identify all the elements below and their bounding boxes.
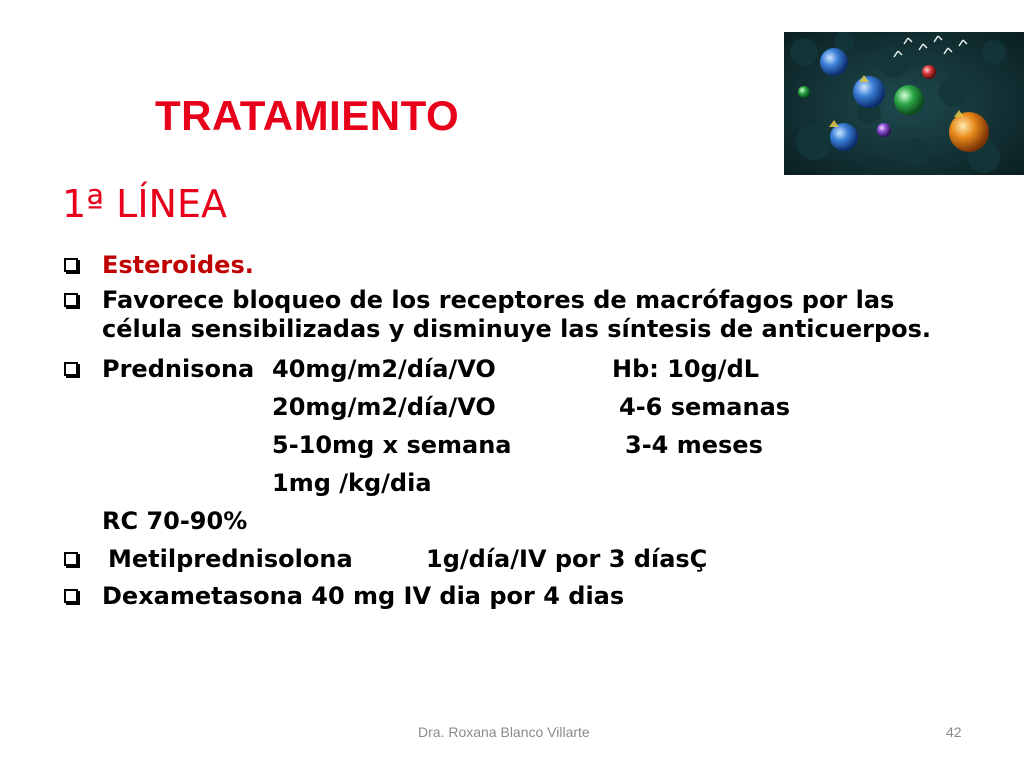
bullet-checkbox-icon (64, 589, 78, 603)
dose-row-3-note: 3-4 meses (625, 431, 763, 459)
dose-row-1-note: Hb: 10g/dL (612, 355, 760, 383)
dose-row-3-dose: 5-10mg x semana (272, 431, 512, 459)
metilprednisolona-dose: 1g/día/IV por 3 díasÇ (426, 545, 708, 573)
page-number: 42 (946, 724, 962, 740)
bullet-mechanism-line-2: célula sensibilizadas y disminuye las síntesis de anticuerpos. (102, 315, 932, 343)
section-subtitle: 1ª LÍNEA (62, 182, 227, 226)
dose-row-1-dose: 40mg/m2/día/VO (272, 355, 496, 383)
dose-row-2-dose: 20mg/m2/día/VO (272, 393, 496, 421)
page-title: TRATAMIENTO (155, 92, 460, 139)
footer-author: Dra. Roxana Blanco Villarte (418, 724, 590, 740)
bullet-checkbox-icon (64, 362, 78, 376)
bullet-checkbox-icon (64, 258, 78, 272)
bullet-checkbox-icon (64, 552, 78, 566)
cells-illustration (784, 32, 1024, 175)
dose-row-2-note: 4-6 semanas (619, 393, 791, 421)
bullet-checkbox-icon (64, 293, 78, 307)
bullet-mechanism-line-1: Favorece bloqueo de los receptores de macrófagos por las (102, 286, 895, 314)
dexametasona-text: Dexametasona 40 mg IV dia por 4 dias (102, 582, 625, 610)
bullet-esteroides: Esteroides. (102, 251, 254, 279)
immune-cells-illustration-icon (784, 32, 1024, 175)
rc-text: RC 70-90% (102, 507, 248, 535)
prednisona-label: Prednisona (102, 355, 255, 383)
dose-row-4-dose: 1mg /kg/dia (272, 469, 432, 497)
metilprednisolona-label: Metilprednisolona (108, 545, 353, 573)
